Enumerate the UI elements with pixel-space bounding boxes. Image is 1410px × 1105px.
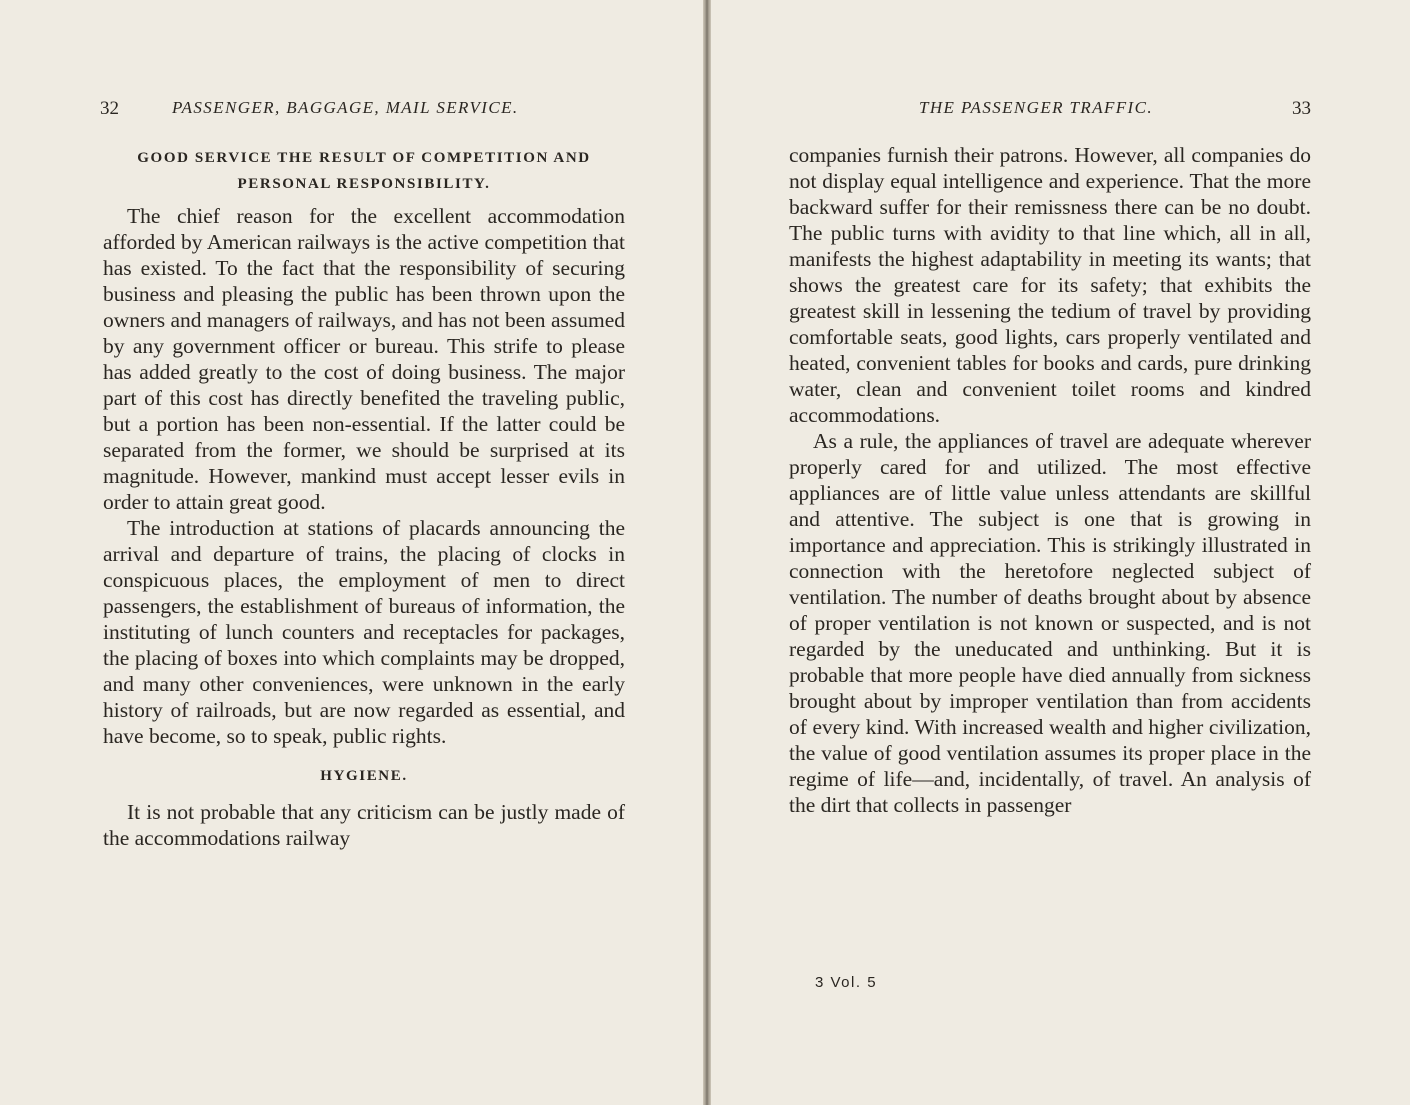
left-paragraph-1: The chief reason for the excellent accommodation afforded by American railways is the active competition that has existed. To the fact that the responsibility of securing business and pleasing the public has been thrown upon the owners and managers of railways, and has not been assumed by any government officer or bureau. This strife to please has added greatly to the cost of doing business. The major part of this cost has directly benefited the traveling public, but a portion has been non-essential. If the latter could be separated from the former, we should be surprised at its magnitude. However, mankind must accept lesser evils in order to attain great good. — [103, 204, 625, 514]
signature-mark: 3 Vol. 5 — [815, 974, 878, 991]
book-gutter — [703, 0, 711, 1105]
right-page-number: 33 — [1292, 98, 1311, 119]
left-page — [0, 0, 703, 1105]
left-text-block — [103, 145, 625, 851]
left-paragraph-3: It is not probable that any criticism can be justly made of the accommodations railway — [103, 800, 625, 850]
right-paragraph-1: companies furnish their patrons. However, all companies do not display equal intelligence and experience. That the more backward suffer for their remissness there can be no doubt. The public turns with avidity to that line which, all in all, manifests the highest adaptability in meeting its wants; that shows the greatest care for its safety; that exhibits the greatest skill in lessening the tedium of travel by providing comfortable seats, good lights, cars properly ventilated and heated, convenient tables for books and cards, pure drinking water, clean and convenient toilet rooms and kindred accommodations. — [789, 143, 1311, 427]
section-heading-competition: GOOD SERVICE THE RESULT OF COMPETITION AND PERSONAL RESPONSIBILITY. — [137, 150, 591, 192]
left-page-number: 32 — [100, 98, 119, 119]
left-paragraph-2: The introduction at stations of placards announcing the arrival and departure of trains, the placing of clocks in conspicuous places, the employment of men to direct passengers, the establishment of bureaus of information, the instituting of lunch counters and receptacles for packages, the placing of boxes into which complaints may be dropped, and many other conveniences, were unknown in the early history of railroads, but are now regarded as essential, and have become, so to speak, public rights. — [103, 516, 625, 748]
right-running-title: THE PASSENGER TRAFFIC. — [919, 98, 1154, 117]
left-running-title: PASSENGER, BAGGAGE, MAIL SERVICE. — [172, 98, 519, 117]
right-paragraph-2: As a rule, the appliances of travel are adequate wherever properly cared for and utilized. The most effective appliances are of little value unless attendants are skillful and attentive. The subject is one that is growing in importance and appreciation. This is strikingly illustrated in connection with the heretofore neglected subject of ventilation. The number of deaths brought about by absence of proper ventilation is not known or suspected, and is not regarded by the uneducated and unthinking. But it is probable that more people have died annually from sickness brought about by improper ventilation than from accidents of every kind. With increased wealth and higher civilization, the value of good ventilation assumes its proper place in the regime of life—and, incidentally, of travel. An analysis of the dirt that collects in passenger — [789, 429, 1311, 817]
right-running-head — [789, 98, 1311, 126]
left-running-head — [100, 98, 628, 126]
right-text-block — [789, 142, 1311, 818]
right-page — [711, 0, 1410, 1105]
section-heading-hygiene: HYGIENE. — [320, 768, 408, 784]
